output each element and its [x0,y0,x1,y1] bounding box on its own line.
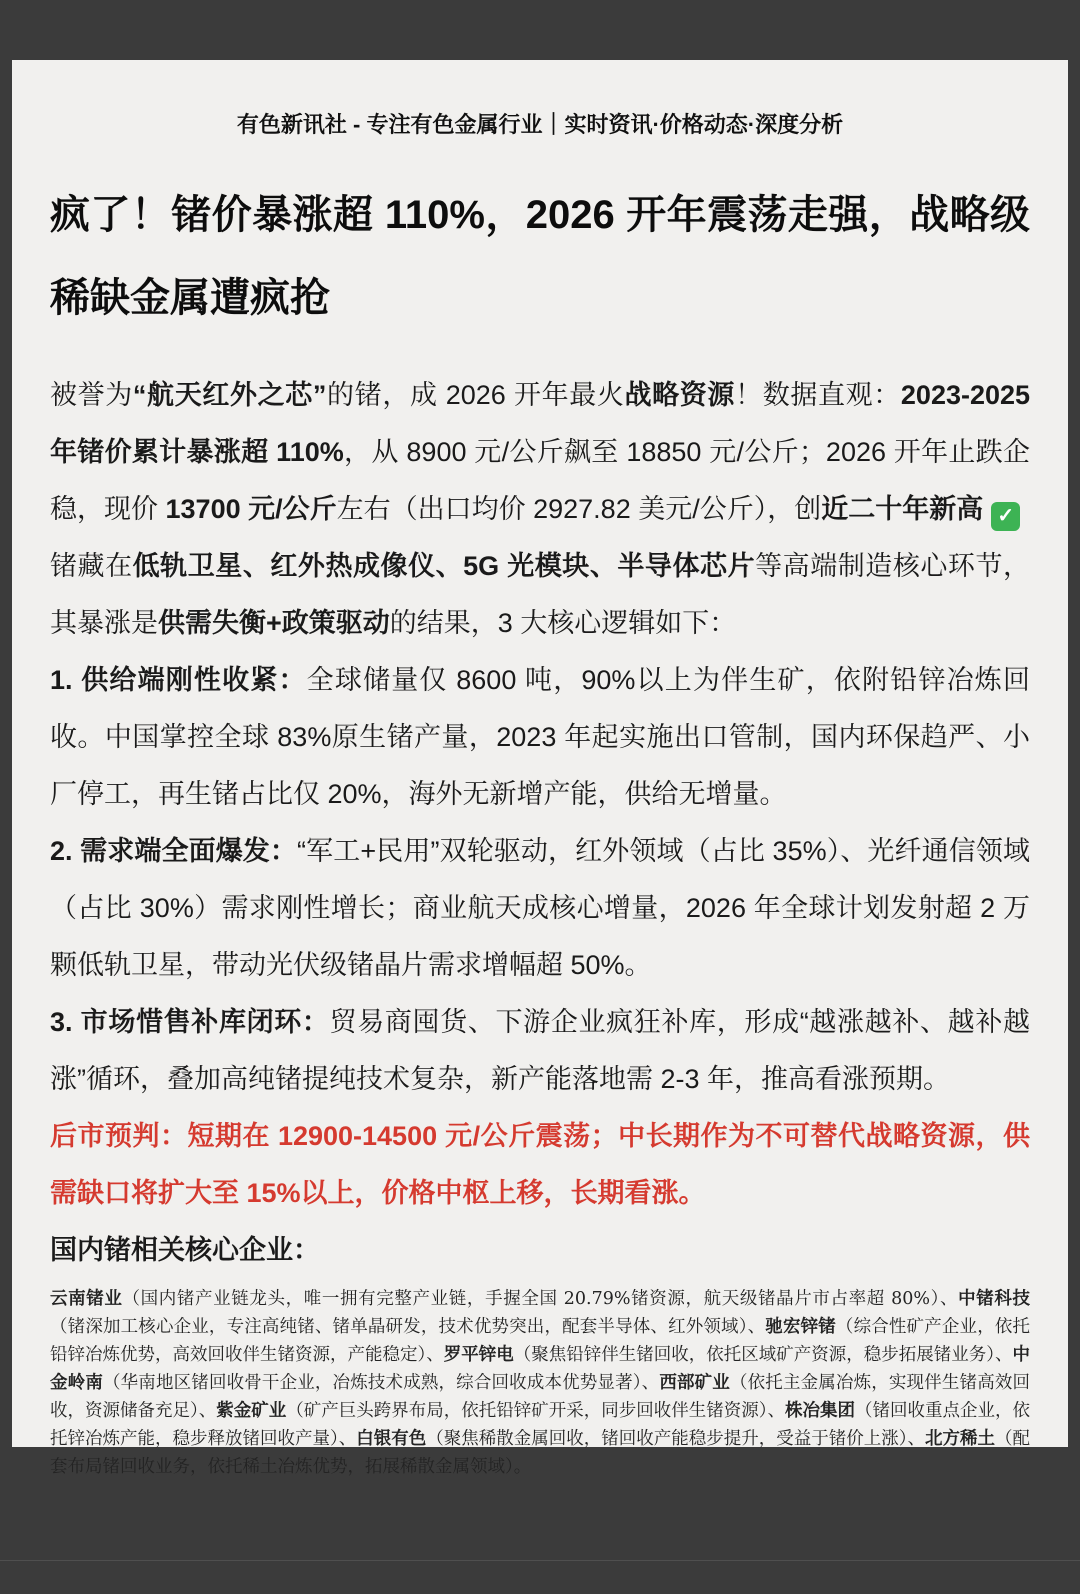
companies-heading: 国内锗相关核心企业： [50,1234,320,1265]
frame-bottom-divider [0,1560,1080,1561]
point-3-paragraph: 3. 市场惜售补库闭环：贸易商囤货、下游企业疯狂补库，形成“越涨越补、越补越涨”循环，叠加高纯锗提纯技术复杂，新产能落地需 2-3 年，推高看涨预期。 [50,1006,1030,1094]
context-paragraph: 锗藏在低轨卫星、红外热成像仪、5G 光模块、半导体芯片等高端制造核心环节，其暴涨是供需失衡+政策驱动的结果，3 大核心逻辑如下： [50,550,1030,638]
point-2-paragraph: 2. 需求端全面爆发：“军工+民用”双轮驱动，红外领域（占比 35%）、光纤通信领域（占比 30%）需求刚性增长；商业航天成核心增量，2026 年全球计划发射超 2 万颗低轨卫星，带动光伏级锗晶片需求增幅超 50%。 [50,835,1030,980]
companies-paragraph: 云南锗业（国内锗产业链龙头，唯一拥有完整产业链，手握全国 20.79%锗资源，航天级锗晶片市占率超 80%）、中锗科技（锗深加工核心企业，专注高纯锗、锗单晶研发，技术优势突出，配套半导体、红外领域）、驰宏锌锗（综合性矿产企业，依托铅锌冶炼优势，高效回收伴生锗资源，产能稳定）、罗平锌电（聚焦铅锌伴生锗回收，依托区域矿产资源，稳步拓展锗业务）、中金岭南（华南地区锗回收骨干企业，冶炼技术成熟，综合回收成本优势显著）、西部矿业（依托主金属冶炼，实现伴生锗高效回收，资源储备充足）、紫金矿业（矿产巨头跨界布局，依托铅锌矿开采，同步回收伴生锗资源）、株冶集团（锗回收重点企业，依托锌冶炼产能，稳步释放锗回收产量）、白银有色（聚焦稀散金属回收，锗回收产能稳步提升，受益于锗价上涨）、北方稀土（配套布局锗回收业务，依托稀土冶炼优势，拓展稀散金属领域）。 [50,1288,1031,1477]
intro-paragraph: 被誉为“航天红外之芯”的锗，成 2026 开年最火战略资源！数据直观：2023-2025 年锗价累计暴涨超 110%，从 8900 元/公斤飙至 18850 元/公斤；2026 开年止跌企稳，现价 13700 元/公斤左右（出口均价 2927.82 美元/公斤），创近二十年新高 ✓ [50,367,1030,538]
forecast-paragraph: 后市预判：短期在 12900-14500 元/公斤震荡；中长期作为不可替代战略资源，供需缺口将扩大至 15%以上，价格中枢上移，长期看涨。 [50,1120,1030,1208]
point-1-paragraph: 1. 供给端刚性收紧：全球储量仅 8600 吨，90%以上为伴生矿，依附铅锌冶炼回收。中国掌控全球 83%原生锗产量，2023 年起实施出口管制，国内环保趋严、小厂停工，再生锗占比仅 20%，海外无新增产能，供给无增量。 [50,664,1030,809]
header-tagline: 有色新讯社 - 专注有色金属行业｜实时资讯·价格动态·深度分析 [236,112,844,137]
article-title: 疯了！锗价暴涨超 110%，2026 开年震荡走强，战略级稀缺金属遭疯抢 [50,193,1030,320]
article-body [50,367,1030,1481]
green-check-icon: ✓ [991,502,1020,531]
article-page [12,60,1068,1477]
